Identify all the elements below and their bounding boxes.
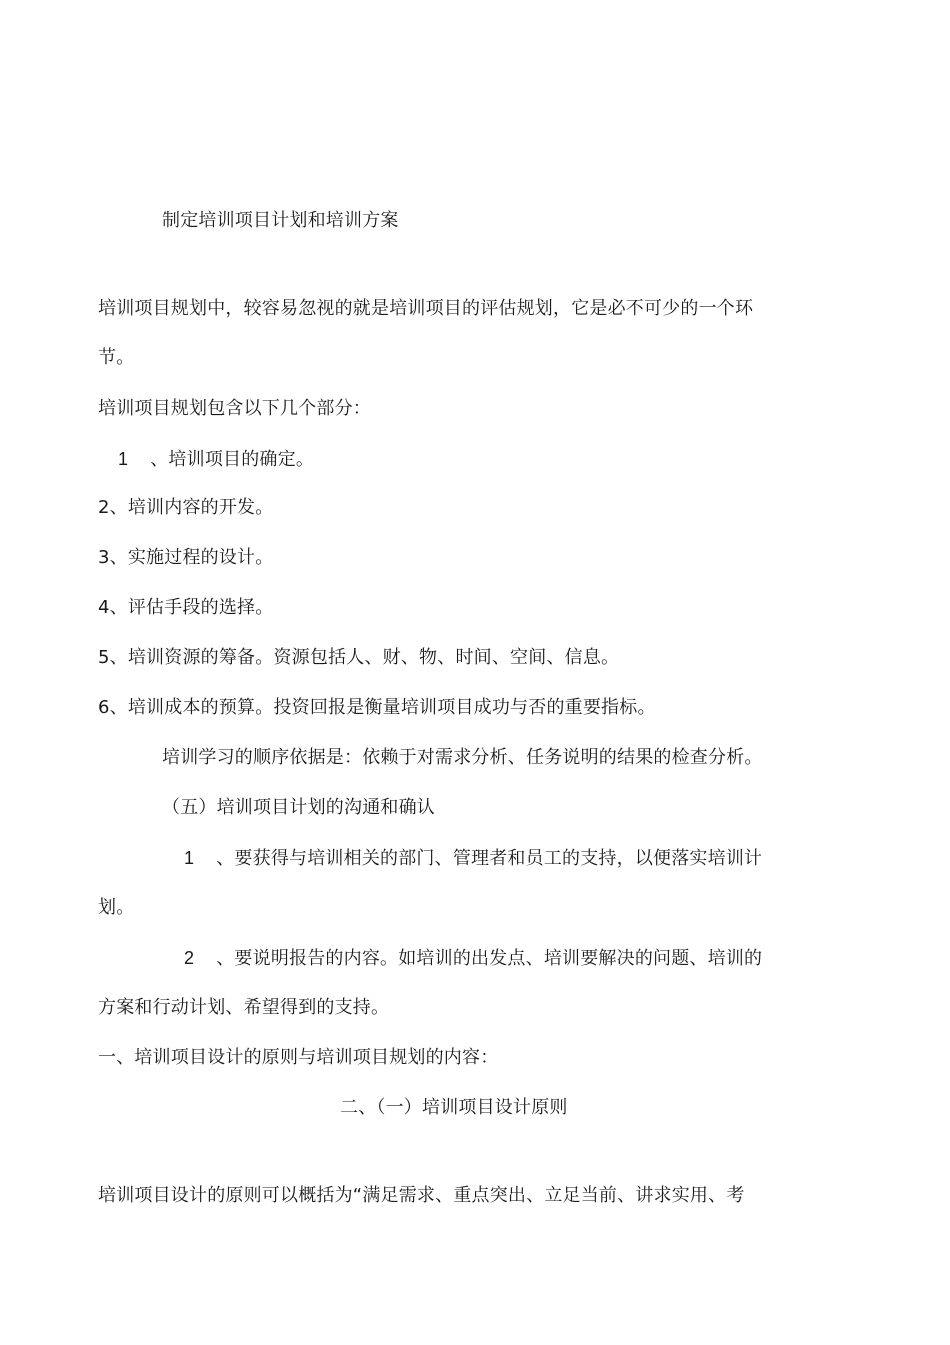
paragraph-line: 节。: [98, 347, 135, 368]
list-item: 3、实施过程的设计。: [98, 547, 274, 568]
list-item: [184, 846, 762, 871]
paragraph-line: 方案和行动计划、希望得到的支持。: [98, 997, 390, 1018]
list-item-number: 1: [118, 449, 129, 469]
list-item: [184, 946, 762, 971]
section-heading: 二、（一）培训项目设计原则: [340, 1097, 568, 1118]
paragraph-line: 培训项目规划中，较容易忽视的就是培训项目的评估规划，它是必不可少的一个环: [98, 298, 754, 319]
paragraph-line: 培训项目设计的原则可以概括为“满足需求、重点突出、立足当前、讲求实用、考: [98, 1185, 745, 1206]
list-item-text: 、培训项目的确定。: [150, 449, 315, 470]
list-item: [118, 447, 314, 472]
list-item-number: 2: [184, 948, 195, 968]
paragraph: 培训学习的顺序依据是：依赖于对需求分析、任务说明的结果的检查分析。: [162, 747, 763, 768]
list-item: 4、评估手段的选择。: [98, 597, 274, 618]
list-item-number: 1: [184, 848, 195, 868]
list-item: 5、培训资源的筹备。资源包括人、财、物、时间、空间、信息。: [98, 647, 620, 668]
list-item-text: 、要获得与培训相关的部门、管理者和员工的支持，以便落实培训计: [216, 848, 763, 869]
paragraph: 培训项目规划包含以下几个部分：: [98, 398, 371, 419]
paragraph-line: 划。: [98, 897, 135, 918]
section-heading: 一、培训项目设计的原则与培训项目规划的内容：: [98, 1047, 499, 1068]
section-heading: （五）培训项目计划的沟通和确认: [162, 797, 435, 818]
document-title: 制定培训项目计划和培训方案: [162, 210, 399, 231]
list-item: 2、培训内容的开发。: [98, 497, 274, 518]
list-item-text: 、要说明报告的内容。如培训的出发点、培训要解决的问题、培训的: [216, 948, 763, 969]
list-item: 6、培训成本的预算。投资回报是衡量培训项目成功与否的重要指标。: [98, 697, 656, 718]
